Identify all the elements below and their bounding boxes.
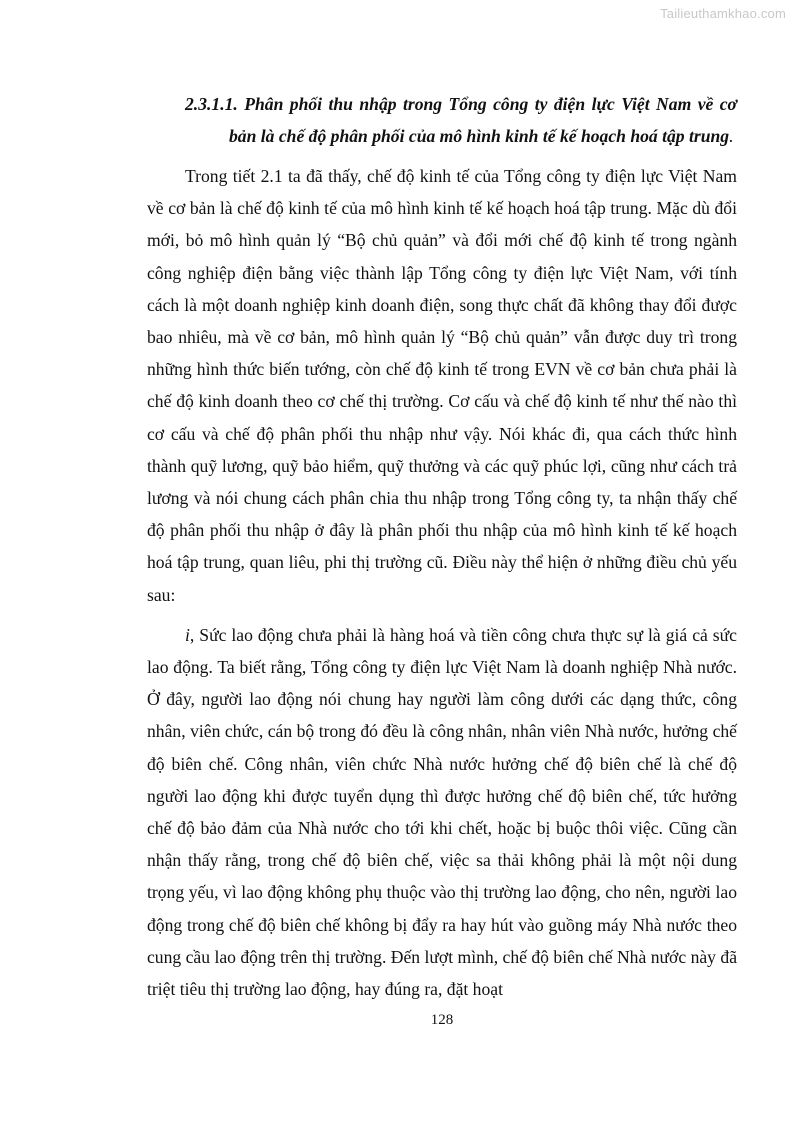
- watermark-text: Tailieuthamkhao.com: [660, 6, 786, 21]
- paragraph-point-i: [147, 619, 737, 1005]
- section-title-period: .: [729, 126, 734, 146]
- point-label: i: [185, 624, 190, 645]
- section-heading: [147, 88, 737, 152]
- point-text: , Sức lao động chưa phải là hàng hoá và tiền công chưa thực sự là giá cả sức lao động. Ta biết rằng, Tổng công ty điện lực Việt Nam là doanh nghiệp Nhà nước. Ở đây, người lao động nói chung hay người làm công dưới các dạng thức, công nhân, viên chức, cán bộ trong đó đều là công nhân, nhân viên Nhà nước, hưởng chế độ biên chế. Công nhân, viên chức Nhà nước hưởng chế độ biên chế là chế độ người lao động khi được tuyển dụng thì được hưởng chế độ biên chế, tức hưởng chế độ bảo đảm của Nhà nước cho tới khi chết, hoặc bị buộc thôi việc. Cũng cần nhận thấy rằng, trong chế độ biên chế, việc sa thải không phải là một nội dung trọng yếu, vì lao động không phụ thuộc vào thị trường lao động, cho nên, người lao động trong chế độ biên chế không bị đẩy ra hay hút vào guồng máy Nhà nước theo cung cầu lao động trên thị trường. Đến lượt mình, chế độ biên chế Nhà nước này đã triệt tiêu thị trường lao động, hay đúng ra, đặt hoạt: [147, 624, 737, 1000]
- page-number: 128: [430, 1012, 454, 1028]
- document-body: [147, 88, 737, 1013]
- section-title: Phân phối thu nhập trong Tổng công ty điện lực Việt Nam về cơ bản là chế độ phân phối của mô hình kinh tế kế hoạch hoá tập trung: [229, 94, 737, 146]
- section-number: 2.3.1.1.: [185, 94, 238, 114]
- paragraph-intro: Trong tiết 2.1 ta đã thấy, chế độ kinh tế của Tổng công ty điện lực Việt Nam về cơ bản là chế độ kinh tế của mô hình kinh tế kế hoạch hoá tập trung. Mặc dù đổi mới, bỏ mô hình quản lý “Bộ chủ quản” và đổi mới chế độ kinh tế trong ngành công nghiệp điện bằng việc thành lập Tổng công ty điện lực Việt Nam, với tính cách là một doanh nghiệp kinh doanh điện, song thực chất đã không thay đổi được bao nhiêu, mà về cơ bản, mô hình quản lý “Bộ chủ quản” vẫn được duy trì trong những hình thức biến tướng, còn chế độ kinh tế trong EVN về cơ bản chưa phải là chế độ kinh doanh theo cơ chế thị trường. Cơ cấu và chế độ kinh tế như thế nào thì cơ cấu và chế độ phân phối thu nhập như vậy. Nói khác đi, qua cách thức hình thành quỹ lương, quỹ bảo hiểm, quỹ thưởng và các quỹ phúc lợi, cũng như cách trả lương và nói chung cách phân chia thu nhập trong Tổng công ty, ta nhận thấy chế độ phân phối thu nhập ở đây là phân phối thu nhập của mô hình kinh tế kế hoạch hoá tập trung, quan liêu, phi thị trường cũ. Điều này thể hiện ở những điều chủ yếu sau:: [147, 166, 737, 605]
